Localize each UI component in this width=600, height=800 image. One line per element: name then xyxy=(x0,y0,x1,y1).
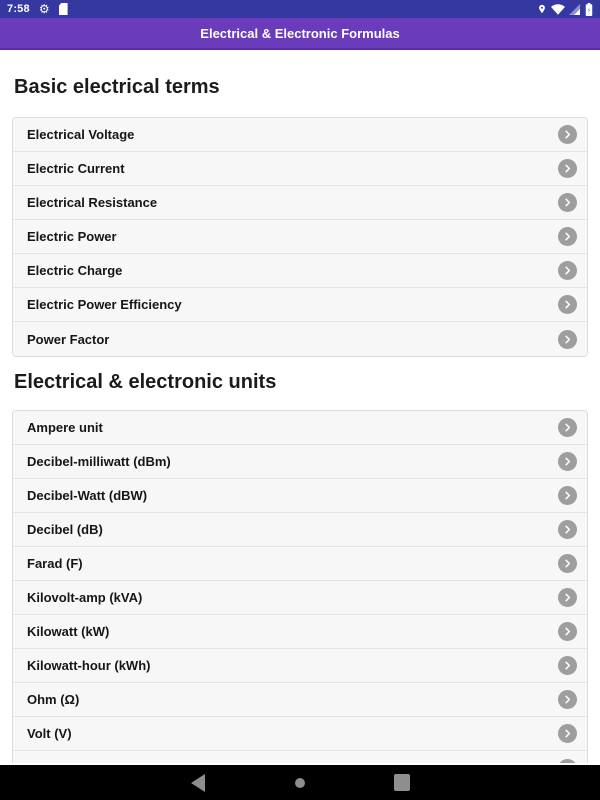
chevron-right-icon xyxy=(558,125,577,144)
list-item-label: Electrical Voltage xyxy=(27,127,135,142)
list-item-label: Ohm (Ω) xyxy=(27,692,80,707)
list-item[interactable] xyxy=(13,220,587,254)
list-item-label: Kilowatt (kW) xyxy=(27,624,110,639)
battery-icon xyxy=(585,3,593,16)
chevron-right-icon xyxy=(558,622,577,641)
list-item-label: Electrical Resistance xyxy=(27,195,158,210)
chevron-right-icon xyxy=(558,724,577,743)
list-item[interactable] xyxy=(13,513,587,547)
list-item-label: Electric Charge xyxy=(27,263,123,278)
list-item[interactable] xyxy=(13,751,587,763)
section-heading-basic-terms: Basic electrical terms xyxy=(14,76,220,98)
list-item[interactable] xyxy=(13,615,587,649)
list-basic-terms xyxy=(12,117,588,357)
status-bar-right xyxy=(537,3,593,16)
chevron-right-icon xyxy=(558,452,577,471)
chevron-right-icon xyxy=(558,193,577,212)
list-item-label: Electric Current xyxy=(27,161,125,176)
list-item[interactable] xyxy=(13,649,587,683)
list-item-label: Electric Power Efficiency xyxy=(27,297,182,312)
chevron-right-icon xyxy=(558,159,577,178)
list-item[interactable] xyxy=(13,411,587,445)
list-item-label: Decibel-Watt (dBW) xyxy=(27,488,148,503)
home-button[interactable] xyxy=(288,771,312,795)
list-item-label: Electric Power xyxy=(27,229,117,244)
clock: 7:58 xyxy=(7,3,30,15)
back-icon xyxy=(191,774,205,792)
back-button[interactable] xyxy=(186,771,210,795)
list-item[interactable] xyxy=(13,186,587,220)
list-units xyxy=(12,410,588,763)
list-item[interactable] xyxy=(13,118,587,152)
app-title: Electrical & Electronic Formulas xyxy=(200,25,400,41)
list-item[interactable] xyxy=(13,254,587,288)
recents-button[interactable] xyxy=(390,771,414,795)
app-bar xyxy=(0,18,600,50)
chevron-right-icon xyxy=(558,554,577,573)
chevron-right-icon xyxy=(558,656,577,675)
chevron-right-icon xyxy=(558,588,577,607)
home-icon xyxy=(295,778,305,788)
signal-icon xyxy=(569,4,581,15)
list-item-label: Power Factor xyxy=(27,331,110,347)
list-item-label: Decibel (dB) xyxy=(27,522,103,537)
list-item-label: Volt (V) xyxy=(27,726,72,741)
chevron-right-icon xyxy=(558,418,577,437)
list-item[interactable] xyxy=(13,288,587,322)
status-bar-left xyxy=(7,3,68,15)
list-item[interactable] xyxy=(13,479,587,513)
chevron-right-icon xyxy=(558,690,577,709)
list-item-label: Kilovolt-amp (kVA) xyxy=(27,590,143,605)
list-item[interactable] xyxy=(13,322,587,356)
chevron-right-icon xyxy=(558,486,577,505)
list-item[interactable] xyxy=(13,547,587,581)
settings-icon: ⚙ xyxy=(38,2,50,16)
chevron-right-icon xyxy=(558,261,577,280)
list-item-label: Decibel-milliwatt (dBm) xyxy=(27,454,171,469)
list-item[interactable] xyxy=(13,717,587,751)
list-item[interactable] xyxy=(13,445,587,479)
list-item[interactable] xyxy=(13,683,587,717)
chevron-right-icon xyxy=(558,227,577,246)
status-bar xyxy=(0,0,600,18)
content-scroll-area[interactable] xyxy=(0,50,600,763)
chevron-right-icon xyxy=(558,330,577,349)
list-item-label: Kilowatt-hour (kWh) xyxy=(27,658,151,673)
list-item[interactable] xyxy=(13,581,587,615)
list-item[interactable] xyxy=(13,152,587,186)
navigation-bar xyxy=(0,765,600,800)
location-icon xyxy=(537,3,547,15)
recents-icon xyxy=(394,774,410,791)
section-heading-units: Electrical & electronic units xyxy=(14,371,277,393)
chevron-right-icon xyxy=(558,295,577,314)
chevron-right-icon xyxy=(558,520,577,539)
wifi-icon xyxy=(551,4,565,15)
list-item-label: Ampere unit xyxy=(27,420,103,435)
list-item-label: Farad (F) xyxy=(27,556,83,571)
chevron-right-icon xyxy=(558,759,577,764)
sd-card-icon xyxy=(59,3,68,15)
